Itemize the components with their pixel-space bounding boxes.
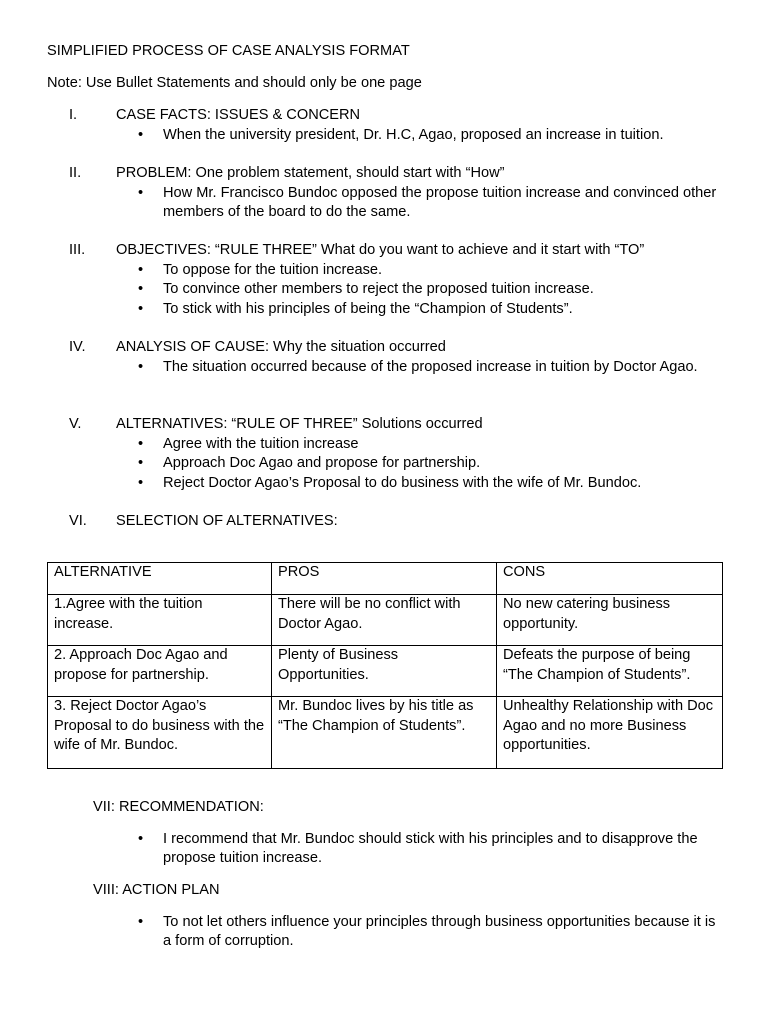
section-numeral: VI. <box>69 513 87 529</box>
section-heading: VIII: ACTION PLAN <box>93 882 220 898</box>
table-header-cell: PROS <box>272 563 497 595</box>
table-cell: Plenty of Business Opportunities. <box>272 646 497 697</box>
section-alternatives <box>0 415 768 493</box>
section-action-plan <box>0 881 768 952</box>
list-item: • To not let others influence your principles through business opportunities because it is a form of corruption. <box>138 913 716 949</box>
list-item: • When the university president, Dr. H.C, Agao, proposed an increase in tuition. <box>0 126 723 146</box>
section-analysis-of-cause <box>0 338 768 377</box>
list-item: • Reject Doctor Agao’s Proposal to do business with the wife of Mr. Bundoc. <box>0 474 723 494</box>
section-heading: ANALYSIS OF CAUSE: Why the situation occurred <box>116 339 446 355</box>
bullet-icon: • <box>138 358 144 375</box>
table-header-row <box>48 563 723 595</box>
list-item: • To convince other members to reject the proposed tuition increase. <box>0 280 723 300</box>
table-cell: 3. Reject Doctor Agao’s Proposal to do business with the wife of Mr. Bundoc. <box>48 697 272 769</box>
table-cell: There will be no conflict with Doctor Agao. <box>272 595 497 646</box>
bullet-icon: • <box>138 474 144 491</box>
bullet-icon: • <box>138 455 144 471</box>
section-heading: OBJECTIVES: “RULE THREE” What do you want to achieve and it start with “TO” <box>116 242 645 258</box>
table-cell: Unhealthy Relationship with Doc Agao and no more Business opportunities. <box>497 697 723 769</box>
document-title: SIMPLIFIED PROCESS OF CASE ANALYSIS FORMAT <box>47 43 410 59</box>
table-header-cell: CONS <box>497 563 723 595</box>
bullet-icon: • <box>138 184 144 201</box>
alternatives-table <box>47 562 723 769</box>
list-item: • I recommend that Mr. Bundoc should stick with his principles and to disapprove the propose tuition increase. <box>138 830 698 866</box>
section-case-facts <box>0 106 768 145</box>
section-problem <box>0 164 768 223</box>
list-item: • How Mr. Francisco Bundoc opposed the propose tuition increase and convinced other members of the board to do the same. <box>138 184 717 220</box>
table-header-cell: ALTERNATIVE <box>48 563 272 595</box>
section-numeral: I. <box>69 107 78 123</box>
bullet-icon: • <box>138 281 144 297</box>
list-item: • The situation occurred because of the proposed increase in tuition by Doctor Agao. <box>0 358 723 378</box>
bullet-icon: • <box>138 300 144 317</box>
section-numeral: IV. <box>69 339 86 355</box>
section-objectives <box>0 241 768 319</box>
section-numeral: III. <box>69 242 86 258</box>
list-item: • To stick with his principles of being the “Champion of Students”. <box>0 300 723 320</box>
table-cell: Mr. Bundoc lives by his title as “The Champion of Students”. <box>272 697 497 769</box>
bullet-icon: • <box>138 126 144 143</box>
bullet-icon: • <box>138 913 144 930</box>
table-cell: 2. Approach Doc Agao and propose for partnership. <box>48 646 272 697</box>
table-row <box>48 646 723 697</box>
table-cell: 1.Agree with the tuition increase. <box>48 595 272 646</box>
section-numeral: V. <box>69 416 82 432</box>
section-heading: SELECTION OF ALTERNATIVES: <box>116 513 338 529</box>
section-heading: VII: RECOMMENDATION: <box>93 799 264 815</box>
section-recommendation <box>0 798 768 869</box>
list-item: • To oppose for the tuition increase. <box>0 261 723 281</box>
list-item: • Approach Doc Agao and propose for partnership. <box>0 454 723 474</box>
section-heading: CASE FACTS: ISSUES & CONCERN <box>116 107 361 123</box>
section-heading: ALTERNATIVES: “RULE OF THREE” Solutions occurred <box>116 416 483 432</box>
document-note: Note: Use Bullet Statements and should only be one page <box>47 75 422 91</box>
table-row <box>48 697 723 769</box>
section-heading: PROBLEM: One problem statement, should start with “How” <box>116 165 505 181</box>
table-cell: Defeats the purpose of being “The Champion of Students”. <box>497 646 723 697</box>
section-selection-of-alternatives <box>0 512 768 532</box>
list-item: • Agree with the tuition increase <box>0 435 723 455</box>
bullet-icon: • <box>138 830 144 847</box>
table-row <box>48 595 723 646</box>
bullet-icon: • <box>138 261 144 278</box>
table-cell: No new catering business opportunity. <box>497 595 723 646</box>
bullet-icon: • <box>138 435 144 452</box>
section-numeral: II. <box>69 165 82 181</box>
